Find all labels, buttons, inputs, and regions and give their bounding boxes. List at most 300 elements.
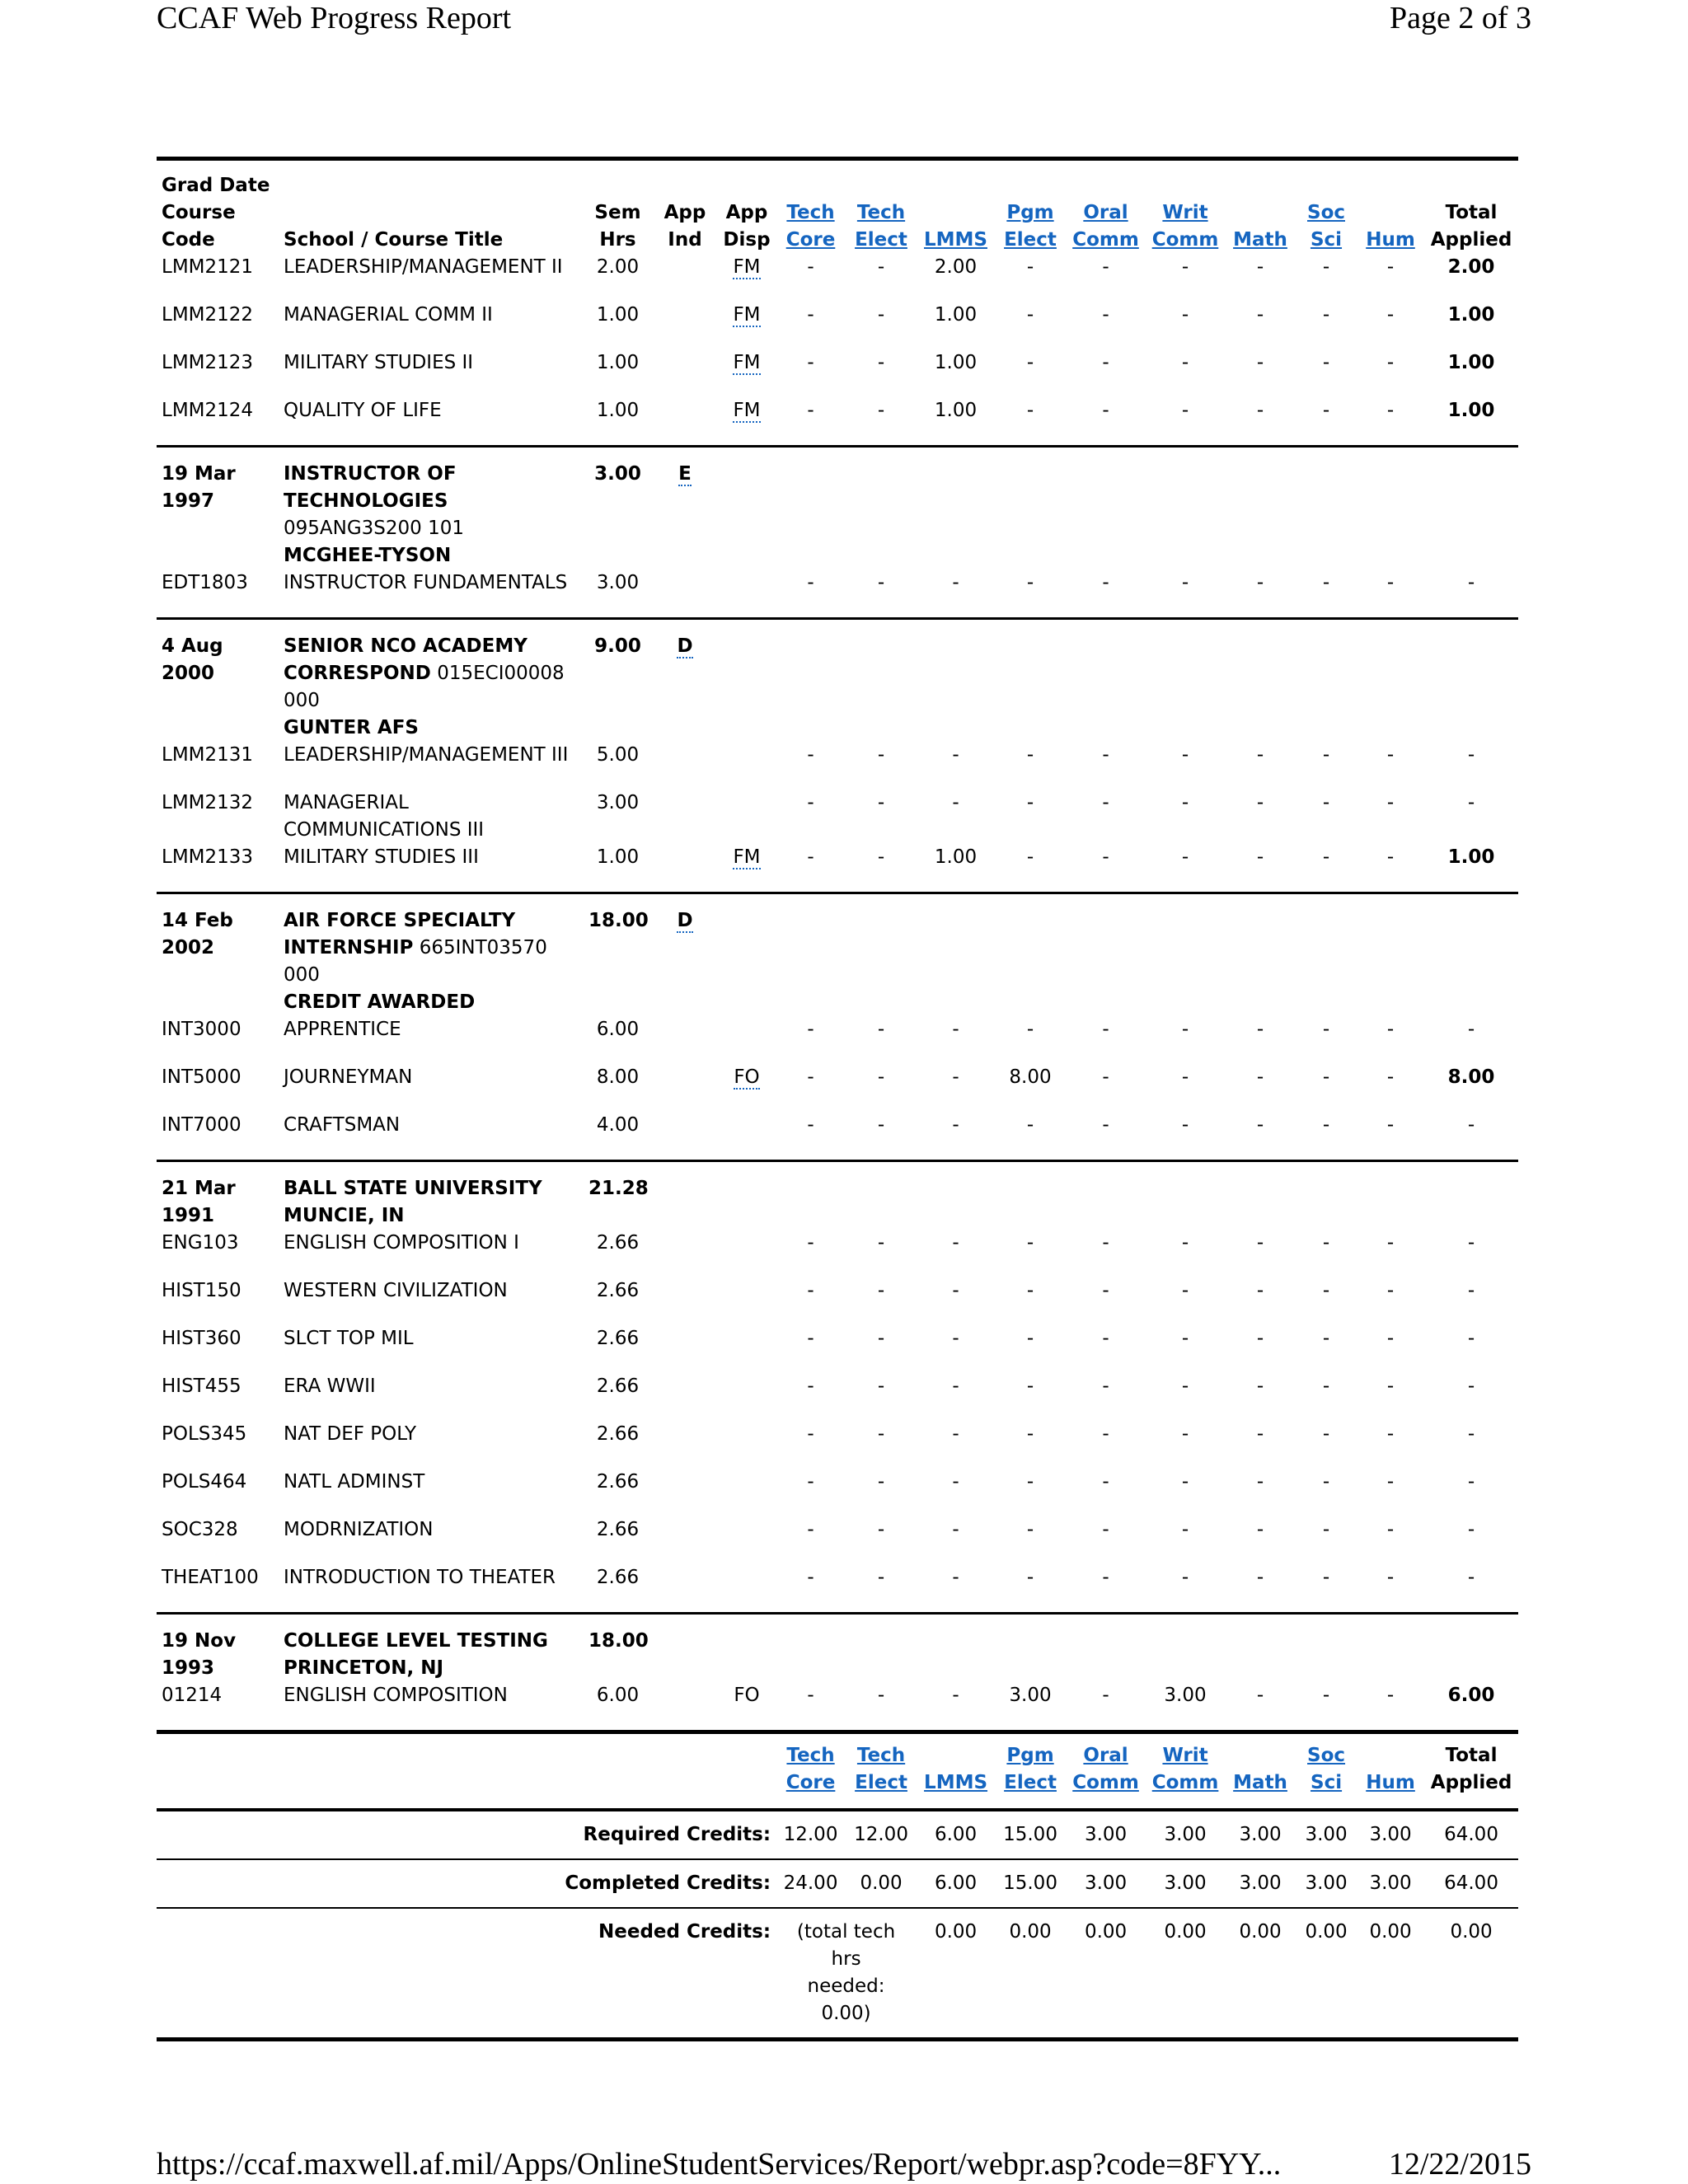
- math-value: -: [1256, 256, 1264, 278]
- summary-value: 0.00: [1146, 1908, 1225, 2040]
- tech-elect-value: -: [877, 1114, 885, 1136]
- oral-comm-value: -: [1102, 1019, 1109, 1040]
- empty-cell: [776, 893, 846, 1017]
- empty-cell: [995, 1614, 1066, 1683]
- empty-cell: [1357, 1161, 1424, 1230]
- table-row: [157, 1421, 1518, 1469]
- table-row: [157, 1016, 1518, 1064]
- writ-comm-value: -: [1181, 792, 1189, 813]
- soc-sci-value: -: [1322, 1423, 1330, 1445]
- empty-cell: [718, 447, 776, 570]
- course-title: MANAGERIAL COMM II: [284, 304, 493, 326]
- app-disp: [718, 1373, 776, 1421]
- summary-value: 3.00: [1066, 1810, 1146, 1859]
- summary-value: 15.00: [995, 1810, 1066, 1859]
- course-code: LMM2121: [162, 256, 254, 278]
- grad-date: 19 Nov 1993: [157, 1614, 279, 1683]
- school-name-bold: INSTRUCTOR OF TECHNOLOGIES: [284, 463, 457, 512]
- summary-pgm-elect-link[interactable]: Pgm Elect: [1004, 1745, 1057, 1793]
- app-ind: [652, 742, 718, 790]
- empty-cell: [1225, 619, 1296, 743]
- empty-cell: [917, 619, 995, 743]
- app-disp-link[interactable]: FM: [733, 400, 761, 421]
- summary-value: 3.00: [1296, 1859, 1357, 1908]
- empty-cell: [846, 893, 917, 1017]
- tech-core-header-link[interactable]: Tech Core: [785, 202, 836, 251]
- tech-core-value: -: [807, 1423, 814, 1445]
- soc-sci-value: -: [1322, 1232, 1330, 1254]
- lmms-value: -: [952, 1519, 959, 1540]
- sem-hrs: 1.00: [596, 400, 640, 421]
- school-location: PRINCETON, NJ: [284, 1657, 444, 1679]
- pgm-elect-value: -: [1026, 1519, 1034, 1540]
- empty-cell: [917, 447, 995, 570]
- lmms-value: -: [952, 1376, 959, 1397]
- pgm-elect-value: -: [1026, 744, 1034, 766]
- pgm-elect-value: -: [1026, 400, 1034, 421]
- tech-core-value: -: [807, 1519, 814, 1540]
- sem-hrs: 2.66: [596, 1328, 640, 1349]
- hum-value: -: [1386, 1423, 1395, 1445]
- course-title: MILITARY STUDIES II: [284, 352, 474, 373]
- tech-elect-value: -: [877, 744, 885, 766]
- empty-cell: [1357, 1614, 1424, 1683]
- writ-comm-value: -: [1181, 352, 1189, 373]
- tech-elect-value: -: [877, 846, 885, 868]
- tech-core-value: -: [807, 1019, 814, 1040]
- math-value: -: [1256, 1114, 1264, 1136]
- school-code: 665INT03570 000: [284, 937, 547, 986]
- math-value: -: [1256, 1685, 1264, 1706]
- report-title: CCAF Web Progress Report: [157, 1, 512, 35]
- lmms-value: -: [952, 792, 959, 813]
- empty-cell: [846, 447, 917, 570]
- hum-value: -: [1386, 1280, 1395, 1301]
- school-name: [279, 1614, 584, 1683]
- summary-value: 15.00: [995, 1859, 1066, 1908]
- table-row: [157, 742, 1518, 790]
- writ-comm-value: -: [1181, 1019, 1189, 1040]
- soc-sci-value: -: [1322, 744, 1330, 766]
- course-code: POLS464: [162, 1471, 247, 1493]
- soc-sci-value: -: [1322, 1114, 1330, 1136]
- lmms-value: 1.00: [934, 304, 978, 326]
- pgm-elect-value: -: [1026, 352, 1034, 373]
- summary-value: 12.00: [776, 1810, 846, 1859]
- table-row: [157, 254, 1518, 302]
- course-title: MANAGERIAL COMMUNICATIONS III: [284, 792, 485, 841]
- total-applied-value: 8.00: [1447, 1066, 1495, 1088]
- table-row: [157, 302, 1518, 349]
- lmms-value: -: [952, 1471, 959, 1493]
- hum-value: -: [1386, 1019, 1395, 1040]
- summary-value: 64.00: [1424, 1859, 1518, 1908]
- lmms-value: -: [952, 1280, 959, 1301]
- empty-cell: [1146, 1161, 1225, 1230]
- empty-cell: [718, 893, 776, 1017]
- summary-writ-comm-link[interactable]: Writ Comm: [1151, 1745, 1219, 1793]
- lmms-value: -: [952, 1066, 959, 1088]
- grad-date: 21 Mar 1991: [157, 1161, 279, 1230]
- lmms-value: -: [952, 1423, 959, 1445]
- oral-comm-value: -: [1102, 1280, 1109, 1301]
- summary-oral-comm-link[interactable]: Oral Comm: [1072, 1745, 1139, 1793]
- course-title: JOURNEYMAN: [284, 1066, 413, 1088]
- app-ind: [652, 1230, 718, 1277]
- app-disp: [718, 1112, 776, 1161]
- app-ind: [652, 1325, 718, 1373]
- app-ind: [652, 1161, 718, 1230]
- summary-hum-link[interactable]: Hum: [1366, 1772, 1415, 1793]
- tech-elect-value: -: [877, 572, 885, 593]
- summary-value: 3.00: [1146, 1859, 1225, 1908]
- total-applied-value: -: [1467, 1376, 1475, 1397]
- total-applied-value: 2.00: [1447, 256, 1495, 278]
- summary-row: [157, 1908, 1518, 2040]
- app-disp: [718, 1230, 776, 1277]
- writ-comm-value: -: [1181, 846, 1189, 868]
- app-disp-link[interactable]: FM: [733, 256, 761, 278]
- tech-elect-value: -: [877, 1066, 885, 1088]
- empty-cell: [995, 893, 1066, 1017]
- oral-comm-value: -: [1102, 400, 1109, 421]
- footer-date: 12/22/2015: [1388, 2147, 1531, 2182]
- empty-cell: [995, 1161, 1066, 1230]
- summary-value: 3.00: [1225, 1859, 1296, 1908]
- course-title: MILITARY STUDIES III: [284, 846, 479, 868]
- empty-cell: [1296, 1614, 1357, 1683]
- empty-cell: [776, 619, 846, 743]
- pgm-elect-value: -: [1026, 1567, 1034, 1588]
- writ-comm-value: -: [1181, 1567, 1189, 1588]
- empty-cell: [718, 1161, 776, 1230]
- app-disp: [718, 569, 776, 619]
- summary-value: 0.00: [995, 1908, 1066, 2040]
- course-code: LMM2131: [162, 744, 254, 766]
- sem-hrs: 2.66: [596, 1471, 640, 1493]
- tech-elect-value: -: [877, 256, 885, 278]
- app-ind: [652, 1277, 718, 1325]
- oral-comm-value: -: [1102, 744, 1109, 766]
- course-title: INTRODUCTION TO THEATER: [284, 1567, 556, 1588]
- writ-comm-value: -: [1181, 1519, 1189, 1540]
- summary-value: 6.00: [917, 1810, 995, 1859]
- app-disp: [718, 1516, 776, 1564]
- app-disp-link[interactable]: FM: [733, 846, 761, 868]
- empty-cell: [1066, 619, 1146, 743]
- tech-core-value: -: [807, 1328, 814, 1349]
- hum-value: -: [1386, 304, 1395, 326]
- soc-sci-value: -: [1322, 1019, 1330, 1040]
- tech-core-value: -: [807, 846, 814, 868]
- summary-rows: [157, 1810, 1518, 2040]
- table-row: [157, 1230, 1518, 1277]
- app-disp: [718, 1277, 776, 1325]
- app-ind: [652, 302, 718, 349]
- summary-lmms-link[interactable]: LMMS: [924, 1772, 988, 1793]
- sem-hrs: 8.00: [596, 1066, 640, 1088]
- empty-cell: [718, 1614, 776, 1683]
- oral-comm-value: -: [1102, 256, 1109, 278]
- sem-hrs: 4.00: [596, 1114, 640, 1136]
- soc-sci-value: -: [1322, 400, 1330, 421]
- tech-elect-value: -: [877, 1019, 885, 1040]
- app-disp-link[interactable]: FM: [733, 304, 761, 326]
- course-title: LEADERSHIP/MANAGEMENT II: [284, 256, 563, 278]
- sem-hrs: 1.00: [596, 304, 640, 326]
- course-table: [157, 161, 1518, 1730]
- school-row: [157, 619, 1518, 743]
- soc-sci-value: -: [1322, 1328, 1330, 1349]
- pgm-elect-value: -: [1026, 1471, 1034, 1493]
- hum-value: -: [1386, 1376, 1395, 1397]
- total-applied-value: 6.00: [1447, 1685, 1495, 1706]
- oral-comm-value: -: [1102, 846, 1109, 868]
- school-location: CREDIT AWARDED: [284, 991, 476, 1013]
- lmms-value: -: [952, 1685, 959, 1706]
- summary-value: 3.00: [1296, 1810, 1357, 1859]
- sem-hrs: 2.00: [596, 256, 640, 278]
- oral-comm-header-link[interactable]: Oral Comm: [1072, 202, 1139, 251]
- summary-label: Needed Credits:: [157, 1908, 776, 2040]
- app-ind: [652, 1421, 718, 1469]
- oral-comm-value: -: [1102, 1685, 1109, 1706]
- grad-date: 14 Feb 2002: [157, 893, 279, 1017]
- summary-tech-elect-link[interactable]: Tech Elect: [855, 1745, 907, 1793]
- empty-cell: [917, 893, 995, 1017]
- math-value: -: [1256, 1423, 1264, 1445]
- app-ind-link[interactable]: D: [677, 635, 693, 657]
- pgm-elect-value: -: [1026, 256, 1034, 278]
- summary-value: 0.00: [1066, 1908, 1146, 2040]
- app-ind-link[interactable]: E: [678, 463, 692, 485]
- empty-cell: [1225, 447, 1296, 570]
- summary-value: 0.00: [1296, 1908, 1357, 2040]
- app-ind: [652, 844, 718, 893]
- summary-value: 3.00: [1357, 1810, 1424, 1859]
- soc-sci-header-link[interactable]: Soc Sci: [1307, 202, 1345, 251]
- summary-math-link[interactable]: Math: [1233, 1772, 1287, 1793]
- total-applied-value: 1.00: [1447, 846, 1495, 868]
- school-sem-hrs: 3.00: [584, 447, 652, 570]
- course-title: ENGLISH COMPOSITION I: [284, 1232, 519, 1254]
- sem-hrs: 1.00: [596, 352, 640, 373]
- hum-value: -: [1386, 1232, 1395, 1254]
- credit-summary-table: [157, 1730, 1518, 2041]
- school-code: 095ANG3S200 101: [284, 518, 465, 539]
- pgm-elect-value: -: [1026, 572, 1034, 593]
- soc-sci-value: -: [1322, 572, 1330, 593]
- hum-value: -: [1386, 744, 1395, 766]
- writ-comm-value: -: [1181, 1471, 1189, 1493]
- pgm-elect-header-link[interactable]: Pgm Elect: [1004, 202, 1057, 251]
- app-disp: [718, 1682, 776, 1730]
- app-ind: [652, 447, 718, 570]
- course-title: LEADERSHIP/MANAGEMENT III: [284, 744, 569, 766]
- summary-value: 3.00: [1225, 1810, 1296, 1859]
- course-title: INSTRUCTOR FUNDAMENTALS: [284, 572, 568, 593]
- course-code: HIST150: [162, 1280, 241, 1301]
- total-applied-value: -: [1467, 572, 1475, 593]
- math-header-link[interactable]: Math: [1233, 229, 1287, 251]
- summary-total-applied: Total Applied: [1430, 1745, 1512, 1793]
- empty-cell: [1424, 619, 1518, 743]
- grad-date: 19 Mar 1997: [157, 447, 279, 570]
- hum-value: -: [1386, 1685, 1395, 1706]
- tech-core-value: -: [807, 304, 814, 326]
- soc-sci-value: -: [1322, 1376, 1330, 1397]
- total-applied-value: -: [1467, 1232, 1475, 1254]
- tech-elect-value: -: [877, 1376, 885, 1397]
- writ-comm-value: -: [1181, 1280, 1189, 1301]
- total-applied-header: Total Applied: [1430, 202, 1512, 251]
- app-disp: [718, 254, 776, 302]
- table-row: [157, 1112, 1518, 1161]
- app-ind: [652, 1016, 718, 1064]
- table-row: [157, 790, 1518, 844]
- math-value: -: [1256, 400, 1264, 421]
- lmms-value: -: [952, 1114, 959, 1136]
- app-ind: [652, 1564, 718, 1614]
- empty-cell: [995, 447, 1066, 570]
- app-disp-link[interactable]: FO: [734, 1066, 760, 1088]
- table-row: [157, 349, 1518, 397]
- total-applied-value: -: [1467, 1471, 1475, 1493]
- school-row: [157, 1161, 1518, 1230]
- oral-comm-value: -: [1102, 1519, 1109, 1540]
- app-ind: [652, 397, 718, 447]
- empty-cell: [1146, 893, 1225, 1017]
- school-location: MUNCIE, IN: [284, 1205, 405, 1226]
- empty-cell: [846, 1614, 917, 1683]
- writ-comm-value: -: [1181, 304, 1189, 326]
- sem-hrs: 6.00: [596, 1685, 640, 1706]
- tech-core-value: -: [807, 352, 814, 373]
- empty-cell: [1225, 1161, 1296, 1230]
- course-code: ENG103: [162, 1232, 239, 1254]
- school-sem-hrs: 18.00: [584, 1614, 652, 1683]
- empty-cell: [1357, 447, 1424, 570]
- oral-comm-value: -: [1102, 304, 1109, 326]
- empty-cell: [776, 447, 846, 570]
- app-ind-link[interactable]: D: [677, 910, 693, 931]
- soc-sci-value: -: [1322, 1519, 1330, 1540]
- lmms-header-link[interactable]: LMMS: [924, 229, 987, 251]
- hum-value: -: [1386, 792, 1395, 813]
- soc-sci-value: -: [1322, 256, 1330, 278]
- total-applied-value: -: [1467, 1280, 1475, 1301]
- summary-value: 64.00: [1424, 1810, 1518, 1859]
- soc-sci-value: -: [1322, 1280, 1330, 1301]
- summary-label: Required Credits:: [157, 1810, 776, 1859]
- math-value: -: [1256, 792, 1264, 813]
- empty-cell: [1066, 1161, 1146, 1230]
- empty-cell: [846, 1161, 917, 1230]
- tech-core-value: -: [807, 256, 814, 278]
- app-disp: [718, 1564, 776, 1614]
- empty-cell: [1066, 893, 1146, 1017]
- pgm-elect-value: -: [1026, 1232, 1034, 1254]
- tech-elect-value: -: [877, 1519, 885, 1540]
- hum-value: -: [1386, 400, 1395, 421]
- math-value: -: [1256, 1066, 1264, 1088]
- empty-cell: [1066, 1614, 1146, 1683]
- total-applied-value: -: [1467, 744, 1475, 766]
- writ-comm-header-link[interactable]: Writ Comm: [1151, 202, 1219, 251]
- tech-core-value: -: [807, 1685, 814, 1706]
- app-ind: [652, 1373, 718, 1421]
- empty-cell: [846, 619, 917, 743]
- school-sem-hrs: 18.00: [584, 893, 652, 1017]
- table-row: [157, 1325, 1518, 1373]
- sem-hrs: 2.66: [596, 1232, 640, 1254]
- hum-header-link[interactable]: Hum: [1366, 229, 1415, 251]
- oral-comm-value: -: [1102, 1471, 1109, 1493]
- app-ind: [652, 1469, 718, 1516]
- tech-elect-header-link[interactable]: Tech Elect: [855, 202, 907, 251]
- pgm-elect-value: -: [1026, 1328, 1034, 1349]
- writ-comm-value: -: [1181, 1376, 1189, 1397]
- pgm-elect-value: -: [1026, 1423, 1034, 1445]
- lmms-value: -: [952, 1019, 959, 1040]
- summary-value: 6.00: [917, 1859, 995, 1908]
- course-title: NATL ADMINST: [284, 1471, 425, 1493]
- tech-core-value: -: [807, 1376, 814, 1397]
- app-disp: [718, 1469, 776, 1516]
- pgm-elect-value: -: [1026, 1280, 1034, 1301]
- total-applied-value: -: [1467, 1567, 1475, 1588]
- hum-value: -: [1386, 1519, 1395, 1540]
- app-ind-header: App Ind: [663, 202, 706, 251]
- table-row: [157, 1682, 1518, 1730]
- app-disp-link[interactable]: FM: [733, 352, 761, 373]
- course-code: LMM2133: [162, 846, 254, 868]
- school-sem-hrs: 21.28: [584, 1161, 652, 1230]
- empty-cell: [718, 619, 776, 743]
- hum-value: -: [1386, 352, 1395, 373]
- school-name: [279, 619, 584, 743]
- writ-comm-value: -: [1181, 256, 1189, 278]
- pgm-elect-value: -: [1026, 304, 1034, 326]
- empty-cell: [1424, 1161, 1518, 1230]
- tech-core-value: -: [807, 572, 814, 593]
- sem-hrs: 3.00: [596, 572, 640, 593]
- tech-core-value: -: [807, 1280, 814, 1301]
- writ-comm-value: -: [1181, 1232, 1189, 1254]
- page-number: Page 2 of 3: [1389, 1, 1531, 35]
- pgm-elect-value: -: [1026, 792, 1034, 813]
- hum-value: -: [1386, 1471, 1395, 1493]
- course-code: LMM2123: [162, 352, 254, 373]
- oral-comm-value: -: [1102, 1423, 1109, 1445]
- summary-soc-sci-link[interactable]: Soc Sci: [1307, 1745, 1346, 1793]
- summary-tech-core-link[interactable]: Tech Core: [785, 1745, 836, 1793]
- table-row: [157, 1277, 1518, 1325]
- lmms-value: -: [952, 1328, 959, 1349]
- app-ind: [652, 254, 718, 302]
- summary-value: 0.00: [846, 1859, 917, 1908]
- table-row: [157, 844, 1518, 893]
- math-value: -: [1256, 1471, 1264, 1493]
- app-ind: [652, 349, 718, 397]
- school-sem-hrs: 9.00: [584, 619, 652, 743]
- app-ind: [652, 569, 718, 619]
- school-name: [279, 1161, 584, 1230]
- app-disp-header: App Disp: [723, 202, 771, 251]
- empty-cell: [917, 1161, 995, 1230]
- summary-value: 0.00: [1357, 1908, 1424, 2040]
- empty-cell: [776, 1614, 846, 1683]
